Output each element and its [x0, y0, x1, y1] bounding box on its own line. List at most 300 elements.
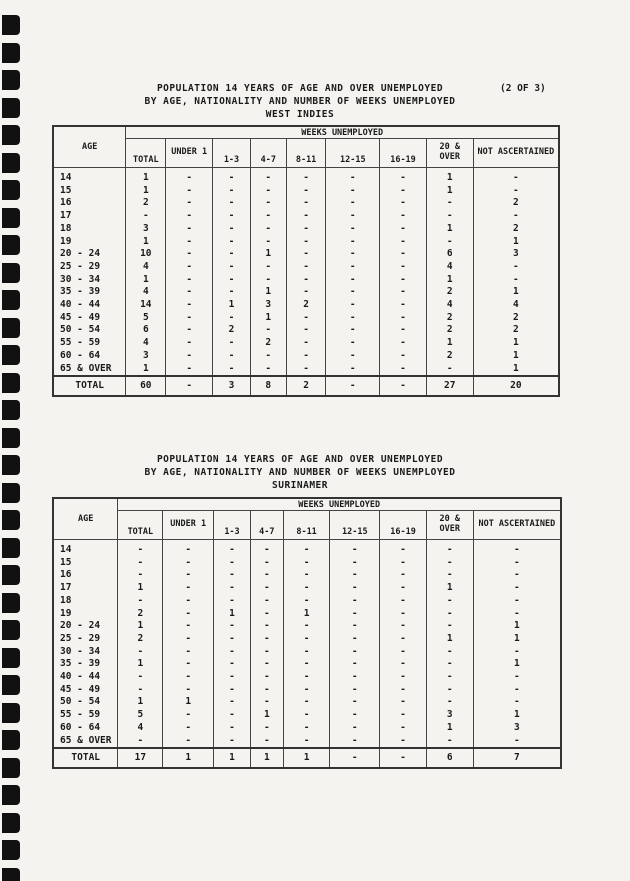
value-cell: - — [250, 168, 286, 185]
value-cell: - — [250, 274, 286, 287]
value-cell: - — [380, 274, 427, 287]
value-cell: - — [214, 646, 251, 659]
total-cell: 27 — [426, 376, 473, 396]
value-cell: 1 — [213, 299, 251, 312]
value-cell: 4 — [126, 286, 166, 299]
age-cell: 60 - 64 — [53, 350, 126, 363]
value-cell: - — [380, 696, 427, 709]
value-cell: - — [214, 658, 251, 671]
value-cell: - — [286, 168, 326, 185]
value-cell: 1 — [426, 274, 473, 287]
value-cell: - — [380, 620, 427, 633]
value-cell: - — [166, 324, 213, 337]
value-cell: - — [163, 569, 214, 582]
table-row — [53, 363, 559, 377]
value-cell: - — [326, 274, 380, 287]
value-cell: - — [213, 286, 251, 299]
column-header: 4-7 — [250, 139, 286, 168]
value-cell: 1 — [250, 248, 286, 261]
value-cell: - — [250, 658, 283, 671]
value-cell: 1 — [250, 312, 286, 325]
value-cell: - — [380, 236, 427, 249]
value-cell: 1 — [473, 337, 559, 350]
value-cell: 4 — [426, 299, 473, 312]
value-cell: - — [330, 696, 380, 709]
total-cell: 60 — [126, 376, 166, 396]
value-cell: 10 — [126, 248, 166, 261]
binding-ring — [2, 868, 20, 881]
value-cell: - — [166, 223, 213, 236]
value-cell: - — [250, 324, 286, 337]
value-cell: - — [166, 210, 213, 223]
value-cell: - — [326, 286, 380, 299]
value-cell: - — [473, 569, 561, 582]
value-cell: - — [214, 709, 251, 722]
value-cell: 2 — [473, 197, 559, 210]
value-cell: - — [213, 363, 251, 377]
column-header: 12-15 — [326, 139, 380, 168]
value-cell: 1 — [426, 633, 473, 646]
value-cell: 1 — [473, 350, 559, 363]
value-cell: - — [473, 684, 561, 697]
value-cell: - — [283, 671, 330, 684]
value-cell: - — [330, 557, 380, 570]
value-cell: 1 — [426, 168, 473, 185]
age-cell: 60 - 64 — [53, 722, 118, 735]
value-cell: - — [380, 646, 427, 659]
table-row — [53, 286, 559, 299]
value-cell: - — [380, 363, 427, 377]
value-cell: - — [118, 569, 163, 582]
value-cell: - — [330, 595, 380, 608]
binding-ring — [2, 400, 20, 420]
age-cell: 19 — [53, 608, 118, 621]
binding-ring — [2, 98, 20, 118]
value-cell: 1 — [426, 185, 473, 198]
table-row — [53, 709, 561, 722]
binding-ring — [2, 620, 20, 640]
value-cell: - — [166, 312, 213, 325]
table-row — [53, 735, 561, 749]
title-line: POPULATION 14 YEARS OF AGE AND OVER UNEMPLOYED — [156, 454, 444, 465]
value-cell: - — [166, 274, 213, 287]
table-row — [53, 236, 559, 249]
column-header: 20 & OVER — [426, 139, 473, 168]
value-cell: - — [380, 735, 427, 749]
age-cell: 25 - 29 — [53, 261, 126, 274]
value-cell: - — [166, 363, 213, 377]
spiral-binding — [0, 0, 24, 881]
value-cell: - — [118, 595, 163, 608]
total-cell: - — [330, 748, 380, 768]
value-cell: - — [283, 735, 330, 749]
value-cell: 1 — [473, 658, 561, 671]
value-cell: - — [380, 658, 427, 671]
age-cell: 65 & OVER — [53, 363, 126, 377]
column-header: 20 & OVER — [426, 511, 473, 540]
value-cell: - — [283, 569, 330, 582]
age-cell: 16 — [53, 197, 126, 210]
total-cell: 8 — [250, 376, 286, 396]
table-row — [53, 620, 561, 633]
value-cell: - — [380, 569, 427, 582]
value-cell: - — [283, 709, 330, 722]
age-cell: 14 — [53, 168, 126, 185]
value-cell: - — [118, 735, 163, 749]
value-cell: - — [250, 684, 283, 697]
value-cell: - — [326, 312, 380, 325]
value-cell: - — [250, 210, 286, 223]
age-cell: 50 - 54 — [53, 324, 126, 337]
value-cell: - — [214, 540, 251, 557]
value-cell: - — [250, 569, 283, 582]
value-cell: - — [213, 274, 251, 287]
value-cell: - — [283, 722, 330, 735]
value-cell: - — [286, 248, 326, 261]
weeks-unemployed-header: WEEKS UNEMPLOYED — [118, 498, 561, 511]
value-cell: - — [163, 608, 214, 621]
binding-ring — [2, 538, 20, 558]
value-cell: 2 — [426, 312, 473, 325]
value-cell: - — [214, 557, 251, 570]
binding-ring — [2, 345, 20, 365]
column-header: 16-19 — [380, 139, 427, 168]
value-cell: 2 — [286, 299, 326, 312]
value-cell: - — [380, 722, 427, 735]
binding-ring — [2, 125, 20, 145]
value-cell: - — [330, 735, 380, 749]
value-cell: 1 — [473, 363, 559, 377]
age-cell: 20 - 24 — [53, 620, 118, 633]
value-cell: - — [213, 223, 251, 236]
binding-ring — [2, 840, 20, 860]
value-cell: - — [118, 671, 163, 684]
total-cell: 1 — [250, 748, 283, 768]
value-cell: - — [213, 312, 251, 325]
column-header: TOTAL — [118, 511, 163, 540]
table-row — [53, 274, 559, 287]
value-cell: - — [213, 210, 251, 223]
value-cell: - — [380, 299, 427, 312]
value-cell: - — [426, 236, 473, 249]
age-cell: 15 — [53, 557, 118, 570]
value-cell: - — [286, 274, 326, 287]
value-cell: - — [214, 620, 251, 633]
value-cell: - — [118, 646, 163, 659]
value-cell: - — [380, 582, 427, 595]
value-cell: 1 — [126, 363, 166, 377]
value-cell: - — [473, 595, 561, 608]
total-row — [53, 376, 559, 396]
value-cell: - — [250, 197, 286, 210]
table-row — [53, 350, 559, 363]
value-cell: - — [473, 557, 561, 570]
age-cell: 65 & OVER — [53, 735, 118, 749]
value-cell: - — [250, 620, 283, 633]
value-cell: - — [213, 168, 251, 185]
value-cell: - — [163, 582, 214, 595]
value-cell: - — [250, 350, 286, 363]
value-cell: - — [163, 633, 214, 646]
value-cell: 1 — [283, 608, 330, 621]
table-row — [53, 197, 559, 210]
value-cell: - — [166, 197, 213, 210]
value-cell: 14 — [126, 299, 166, 312]
total-cell: 1 — [214, 748, 251, 768]
value-cell: - — [213, 261, 251, 274]
value-cell: - — [166, 337, 213, 350]
value-cell: - — [286, 324, 326, 337]
age-cell: 15 — [53, 185, 126, 198]
binding-ring — [2, 730, 20, 750]
value-cell: 1 — [473, 633, 561, 646]
binding-ring — [2, 290, 20, 310]
binding-ring — [2, 565, 20, 585]
value-cell: 2 — [473, 223, 559, 236]
binding-ring — [2, 675, 20, 695]
table-row — [53, 248, 559, 261]
value-cell: - — [326, 168, 380, 185]
surinamer-table — [52, 497, 562, 769]
binding-ring — [2, 703, 20, 723]
value-cell: - — [380, 185, 427, 198]
binding-ring — [2, 70, 20, 90]
value-cell: - — [283, 696, 330, 709]
age-header: AGE — [53, 126, 126, 168]
value-cell: 2 — [426, 286, 473, 299]
table-row — [53, 582, 561, 595]
binding-ring — [2, 510, 20, 530]
title-line: BY AGE, NATIONALITY AND NUMBER OF WEEKS UNEMPLOYED — [144, 96, 456, 107]
table-row — [53, 312, 559, 325]
value-cell: - — [163, 735, 214, 749]
value-cell: 1 — [118, 582, 163, 595]
value-cell: 4 — [473, 299, 559, 312]
age-header: AGE — [53, 498, 118, 540]
value-cell: - — [426, 557, 473, 570]
value-cell: - — [250, 671, 283, 684]
binding-ring — [2, 43, 20, 63]
value-cell: - — [214, 633, 251, 646]
value-cell: - — [163, 646, 214, 659]
value-cell: - — [426, 569, 473, 582]
value-cell: - — [473, 185, 559, 198]
value-cell: - — [118, 557, 163, 570]
value-cell: - — [286, 363, 326, 377]
binding-ring — [2, 758, 20, 778]
value-cell: - — [426, 620, 473, 633]
binding-ring — [2, 785, 20, 805]
value-cell: - — [250, 608, 283, 621]
value-cell: 4 — [126, 261, 166, 274]
age-cell: 50 - 54 — [53, 696, 118, 709]
value-cell: - — [283, 658, 330, 671]
value-cell: - — [214, 722, 251, 735]
value-cell: - — [286, 197, 326, 210]
value-cell: - — [326, 223, 380, 236]
value-cell: - — [426, 197, 473, 210]
binding-ring — [2, 235, 20, 255]
table-row — [53, 337, 559, 350]
value-cell: - — [283, 684, 330, 697]
value-cell: - — [163, 658, 214, 671]
column-header: 12-15 — [330, 511, 380, 540]
weeks-unemployed-header: WEEKS UNEMPLOYED — [126, 126, 559, 139]
age-cell: 30 - 34 — [53, 646, 118, 659]
value-cell: - — [426, 684, 473, 697]
table-row — [53, 540, 561, 557]
value-cell: - — [118, 540, 163, 557]
binding-ring — [2, 483, 20, 503]
value-cell: 2 — [126, 197, 166, 210]
value-cell: 5 — [126, 312, 166, 325]
value-cell: 1 — [473, 620, 561, 633]
value-cell: - — [250, 540, 283, 557]
binding-ring — [2, 318, 20, 338]
binding-ring — [2, 373, 20, 393]
value-cell: - — [163, 722, 214, 735]
value-cell: 2 — [426, 324, 473, 337]
age-cell: 40 - 44 — [53, 671, 118, 684]
value-cell: - — [330, 582, 380, 595]
column-header: 8-11 — [283, 511, 330, 540]
total-cell: - — [380, 748, 427, 768]
column-header: NOT ASCERTAINED — [473, 139, 559, 168]
value-cell: - — [426, 671, 473, 684]
value-cell: - — [283, 633, 330, 646]
value-cell: - — [166, 261, 213, 274]
value-cell: - — [473, 210, 559, 223]
age-cell: 20 - 24 — [53, 248, 126, 261]
column-header: 1-3 — [214, 511, 251, 540]
value-cell: - — [166, 185, 213, 198]
value-cell: 1 — [126, 168, 166, 185]
age-cell: 17 — [53, 210, 126, 223]
value-cell: - — [326, 363, 380, 377]
value-cell: - — [166, 248, 213, 261]
age-cell: 40 - 44 — [53, 299, 126, 312]
value-cell: - — [426, 658, 473, 671]
value-cell: - — [330, 722, 380, 735]
value-cell: - — [326, 337, 380, 350]
value-cell: - — [326, 324, 380, 337]
value-cell: - — [473, 274, 559, 287]
value-cell: - — [426, 595, 473, 608]
value-cell: - — [250, 696, 283, 709]
table-1-title — [100, 82, 500, 121]
value-cell: - — [380, 210, 427, 223]
table-row — [53, 722, 561, 735]
value-cell: - — [330, 658, 380, 671]
value-cell: - — [163, 684, 214, 697]
total-label: TOTAL — [53, 376, 126, 396]
value-cell: 3 — [126, 223, 166, 236]
value-cell: - — [473, 608, 561, 621]
age-cell: 55 - 59 — [53, 709, 118, 722]
total-cell: - — [166, 376, 213, 396]
value-cell: - — [330, 569, 380, 582]
age-cell: 18 — [53, 595, 118, 608]
value-cell: 1 — [426, 582, 473, 595]
column-header: 1-3 — [213, 139, 251, 168]
value-cell: - — [380, 671, 427, 684]
value-cell: 1 — [426, 223, 473, 236]
table-row — [53, 646, 561, 659]
value-cell: 2 — [473, 312, 559, 325]
binding-ring — [2, 813, 20, 833]
value-cell: - — [163, 709, 214, 722]
value-cell: - — [426, 210, 473, 223]
total-label: TOTAL — [53, 748, 118, 768]
value-cell: 1 — [473, 236, 559, 249]
value-cell: - — [426, 696, 473, 709]
value-cell: - — [380, 312, 427, 325]
total-cell: 3 — [213, 376, 251, 396]
value-cell: - — [166, 299, 213, 312]
value-cell: - — [473, 582, 561, 595]
value-cell: - — [213, 350, 251, 363]
value-cell: - — [283, 582, 330, 595]
table-row — [53, 658, 561, 671]
value-cell: - — [213, 197, 251, 210]
table-row — [53, 696, 561, 709]
value-cell: - — [326, 185, 380, 198]
value-cell: - — [214, 684, 251, 697]
value-cell: - — [426, 646, 473, 659]
value-cell: 1 — [126, 274, 166, 287]
value-cell: - — [286, 312, 326, 325]
value-cell: - — [214, 671, 251, 684]
value-cell: - — [473, 261, 559, 274]
value-cell: - — [250, 557, 283, 570]
age-cell: 35 - 39 — [53, 286, 126, 299]
value-cell: - — [326, 299, 380, 312]
west-indies-table — [52, 125, 560, 397]
age-cell: 18 — [53, 223, 126, 236]
value-cell: - — [213, 248, 251, 261]
total-cell: 20 — [473, 376, 559, 396]
value-cell: 3 — [473, 722, 561, 735]
value-cell: - — [214, 595, 251, 608]
value-cell: - — [250, 582, 283, 595]
value-cell: - — [326, 197, 380, 210]
value-cell: - — [380, 168, 427, 185]
value-cell: - — [286, 350, 326, 363]
value-cell: - — [330, 540, 380, 557]
binding-ring — [2, 428, 20, 448]
value-cell: - — [473, 168, 559, 185]
value-cell: - — [163, 540, 214, 557]
value-cell: - — [250, 633, 283, 646]
value-cell: - — [283, 646, 330, 659]
age-cell: 19 — [53, 236, 126, 249]
value-cell: - — [250, 363, 286, 377]
value-cell: - — [326, 236, 380, 249]
column-header: NOT ASCERTAINED — [473, 511, 561, 540]
value-cell: - — [250, 223, 286, 236]
value-cell: 1 — [163, 696, 214, 709]
table-row — [53, 223, 559, 236]
value-cell: - — [250, 646, 283, 659]
value-cell: - — [380, 557, 427, 570]
value-cell: - — [166, 168, 213, 185]
title-line: BY AGE, NATIONALITY AND NUMBER OF WEEKS UNEMPLOYED — [144, 467, 456, 478]
value-cell: 4 — [126, 337, 166, 350]
value-cell: 3 — [126, 350, 166, 363]
total-cell: 1 — [163, 748, 214, 768]
binding-ring — [2, 263, 20, 283]
table-row — [53, 608, 561, 621]
